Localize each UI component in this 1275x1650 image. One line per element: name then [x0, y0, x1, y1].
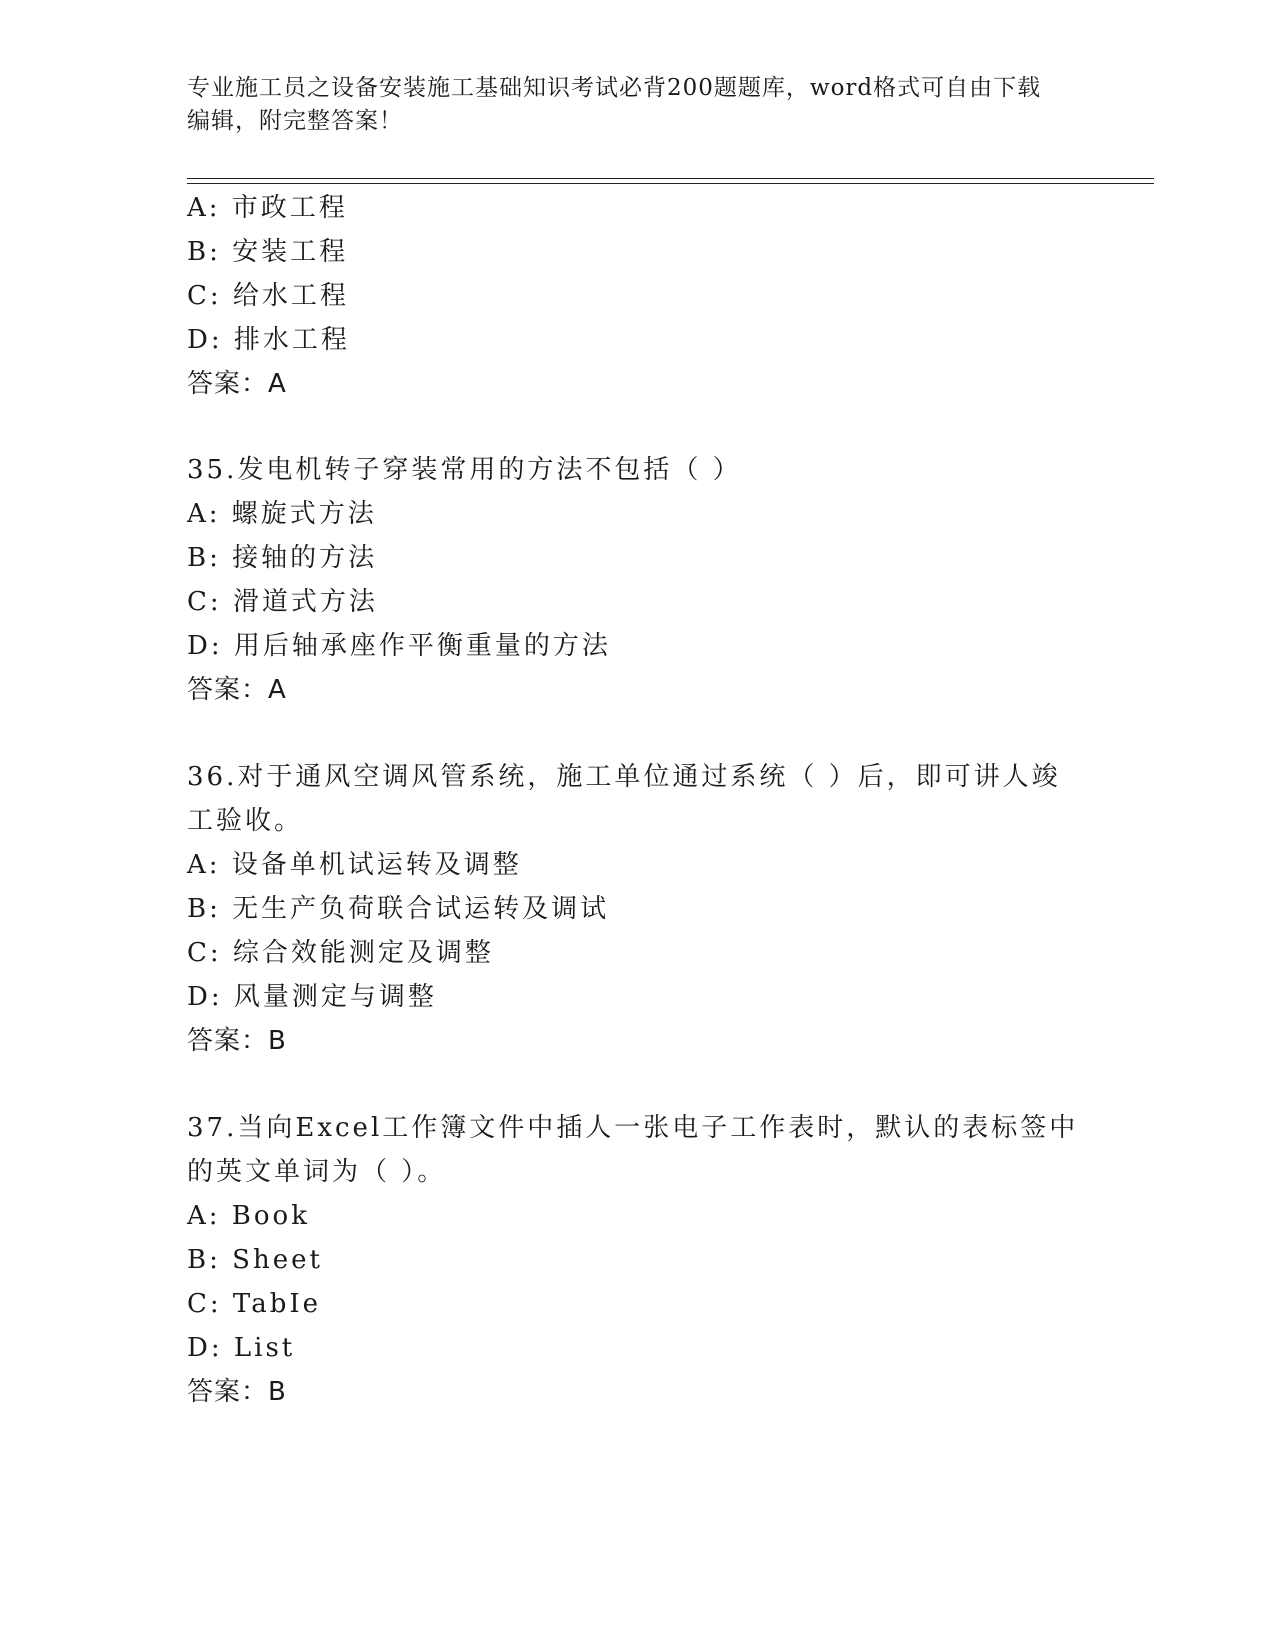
q37-option-c: C: TabIe	[187, 1289, 322, 1319]
q35-option-a: A: 螺旋式方法	[187, 499, 377, 529]
q36-stem-line-2: 工验收。	[187, 806, 304, 836]
q35-stem: 35.发电机转子穿装常用的方法不包括（ ）	[187, 455, 742, 485]
q34-option-a: A: 市政工程	[187, 193, 348, 223]
q34-answer: 答案：A	[187, 369, 287, 399]
q34-option-b: B: 安装工程	[187, 237, 349, 267]
q35-option-c: C: 滑道式方法	[187, 587, 378, 617]
q37-answer: 答案：B	[187, 1377, 287, 1407]
q37-option-a: A: Book	[187, 1201, 310, 1231]
q36-option-b: B: 无生产负荷联合试运转及调试	[187, 894, 610, 924]
header-divider-bottom	[187, 183, 1154, 184]
q35-option-d: D: 用后轴承座作平衡重量的方法	[187, 631, 611, 661]
q36-answer: 答案：B	[187, 1026, 287, 1056]
header-title-line-1: 专业施工员之设备安装施工基础知识考试必背200题题库，word格式可自由下载	[187, 75, 1042, 101]
q34-option-d: D: 排水工程	[187, 325, 350, 355]
header-divider-top	[187, 178, 1154, 179]
q36-stem-line-1: 36.对于通风空调风管系统，施工单位通过系统（ ）后，即可讲人竣	[187, 762, 1061, 792]
document-header	[187, 72, 1087, 138]
q36-option-a: A: 设备单机试运转及调整	[187, 850, 522, 880]
q37-option-d: D: List	[187, 1333, 296, 1363]
q37-stem-line-2: 的英文单词为（ ）。	[187, 1157, 447, 1187]
q36-option-d: D: 风量测定与调整	[187, 982, 437, 1012]
q34-option-c: C: 给水工程	[187, 281, 349, 311]
q35-answer: 答案：A	[187, 675, 287, 705]
q37-stem-line-1: 37.当向Excel工作簿文件中插人一张电子工作表时，默认的表标签中	[187, 1113, 1079, 1143]
header-title-line-2: 编辑，附完整答案！	[187, 108, 403, 134]
q36-option-c: C: 综合效能测定及调整	[187, 938, 494, 968]
q35-option-b: B: 接轴的方法	[187, 543, 378, 573]
q37-option-b: B: Sheet	[187, 1245, 323, 1275]
